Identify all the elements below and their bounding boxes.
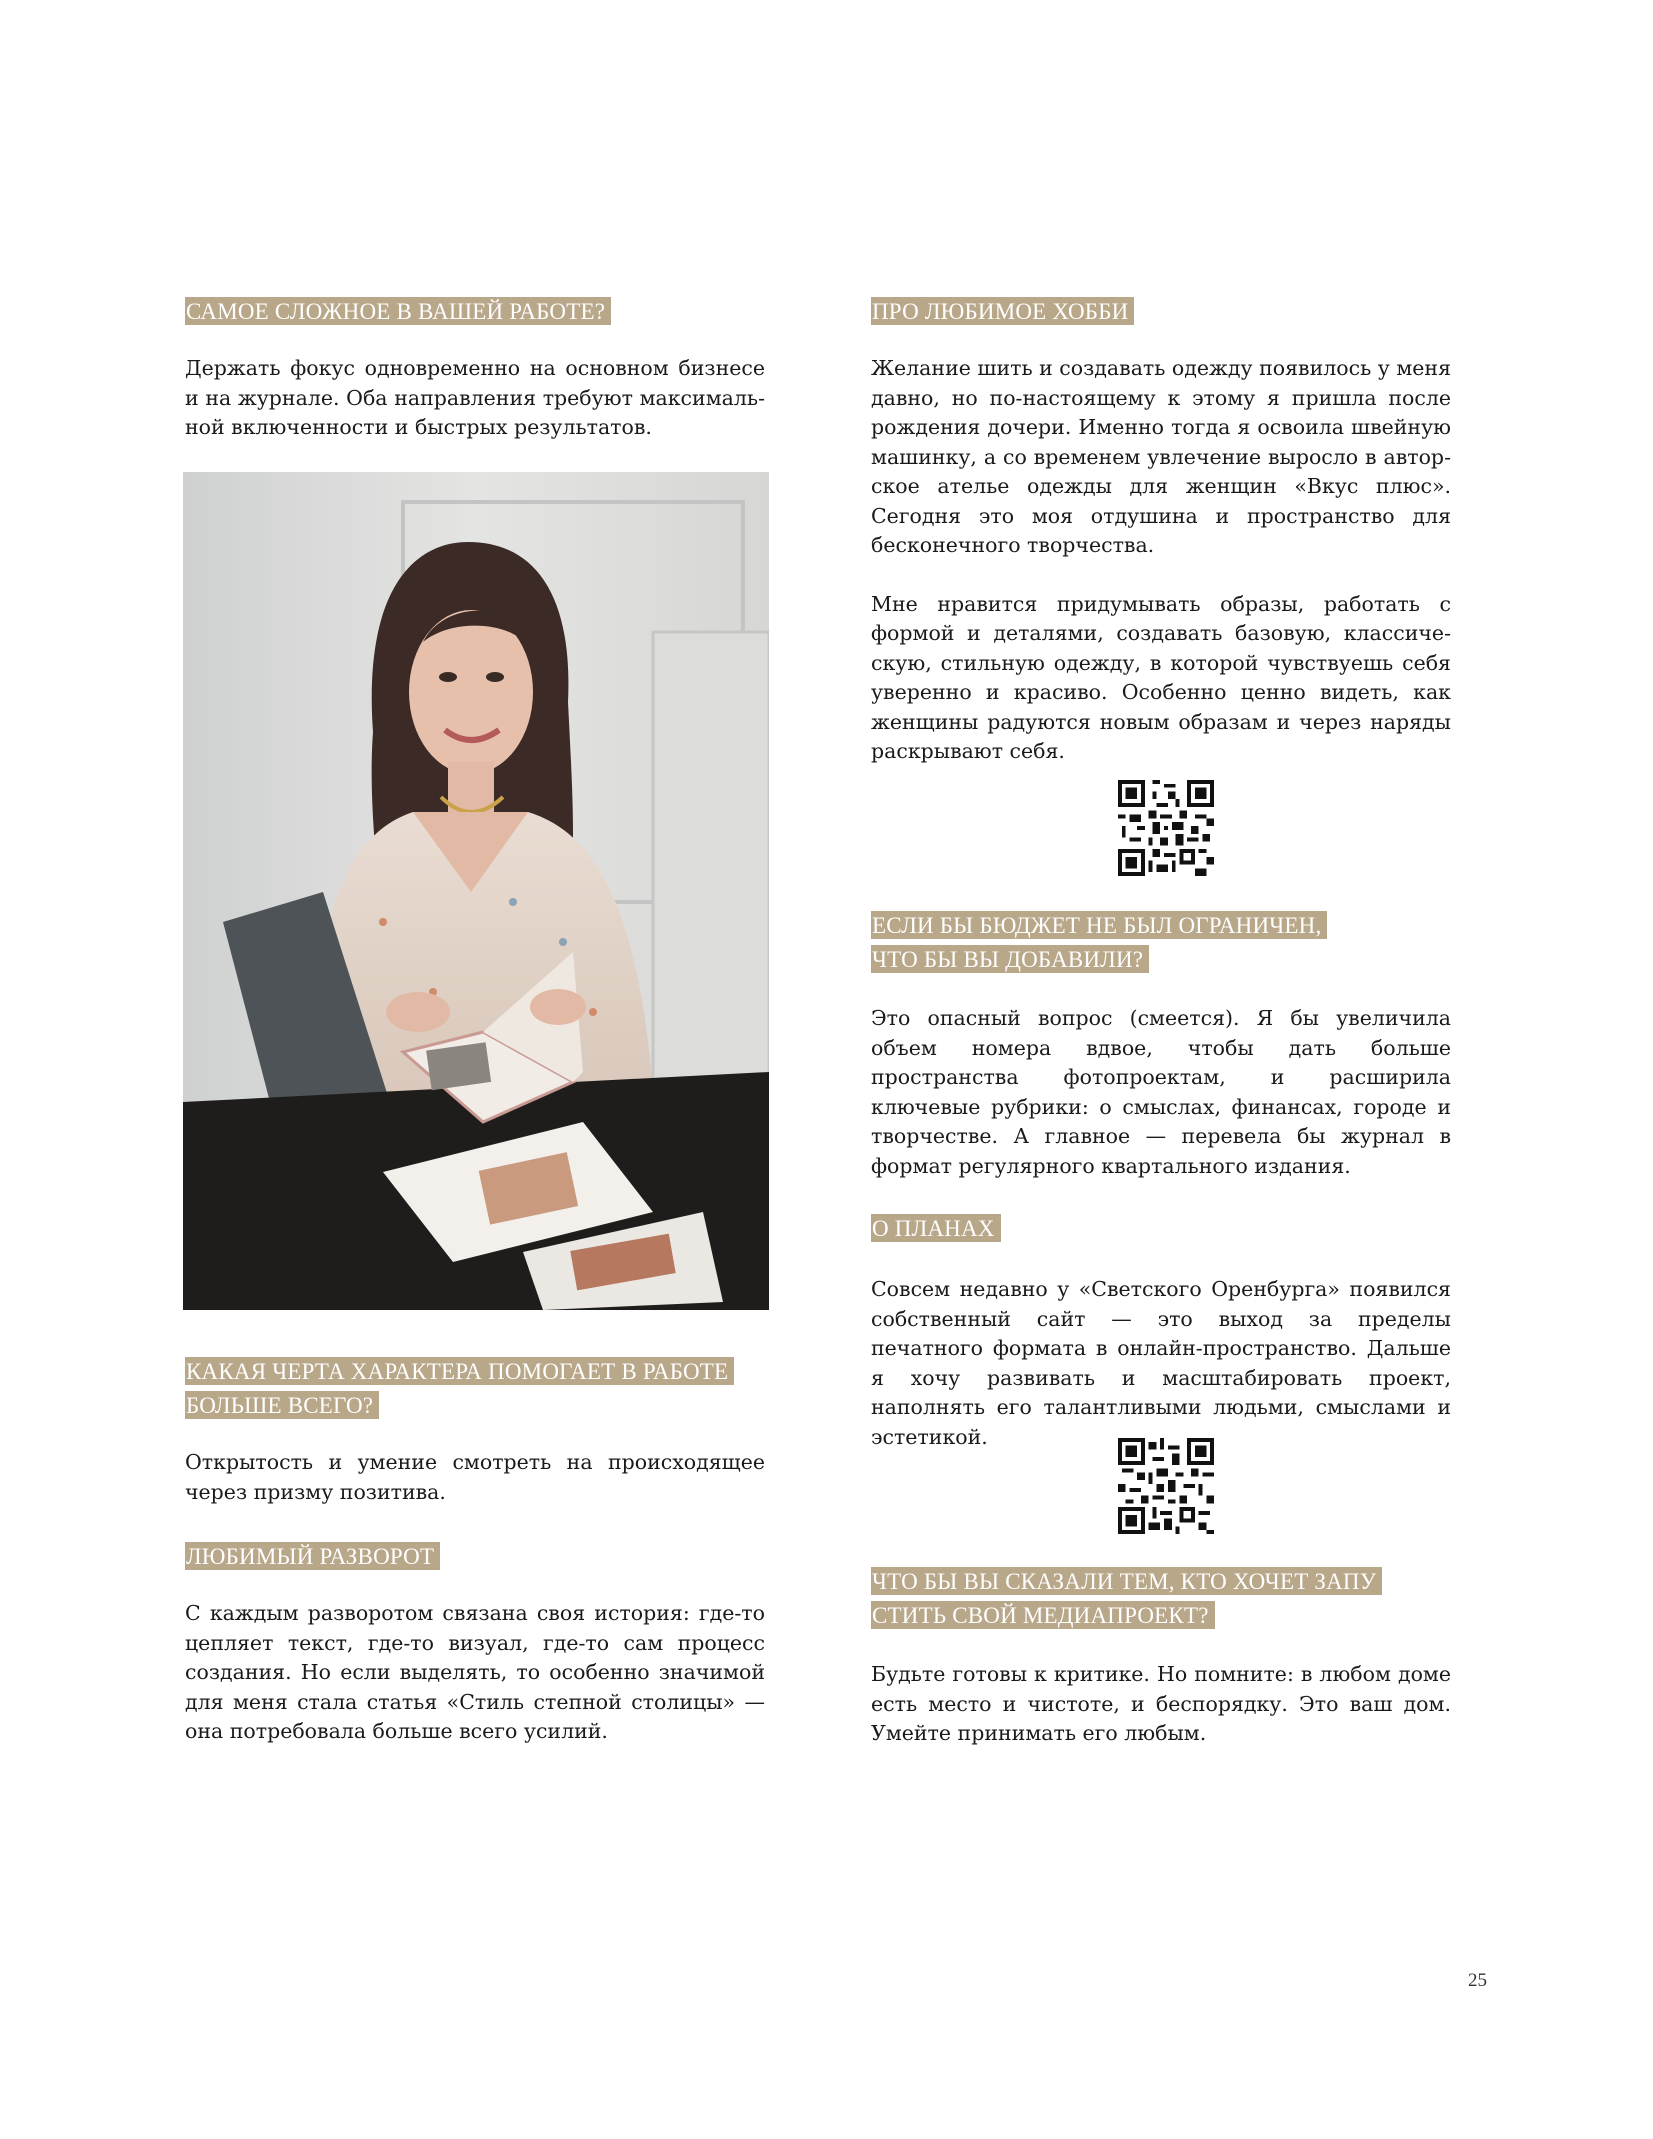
qr-code-icon[interactable]	[1118, 1438, 1214, 1534]
section-heading	[185, 1541, 765, 1575]
heading-character-trait: КАКАЯ ЧЕРТА ХАРАКТЕРА ПОМОГАЕТ В РАБОТЕ БОЛЬШЕ ВСЕГО?	[185, 1357, 734, 1419]
right-column-middle	[871, 910, 1451, 1452]
section-heading	[185, 1356, 765, 1424]
section-heading	[871, 910, 1451, 978]
section-heading	[871, 1213, 1451, 1247]
paragraph-budget: Это опасный вопрос (смеется). Я бы увеличила объем номера вдвое, чтобы дать больше пространства фотопроектам, и расширила ключевые рубрики: о смыслах, финансах, городе и творчестве. А главное — перевела бы журнал в формат регулярного квартального издания.	[871, 1006, 1451, 1178]
right-column-lower	[871, 1566, 1451, 1749]
paragraph-plans: Совсем недавно у «Светского Оренбурга» появился собственный сайт — это выход за пределы печатного формата в онлайн-пространство. Дальше я хочу развивать и масштабировать проект, наполнять его талантливыми людьми, смыслами и эстетикой.	[871, 1277, 1451, 1449]
section-heading	[871, 296, 1451, 330]
paragraph-hobby-2: Мне нравится придумывать образы, работать с формой и деталями, создавать базовую, классическую, стильную одежду, в которой чувствуешь себя уверенно и красиво. Особенно ценно видеть, как женщины радуются новым образам и через наряды раскрывают себя.	[871, 591, 1451, 763]
page-number: 25	[1468, 1970, 1487, 1991]
left-column-lower	[185, 1356, 765, 1747]
heading-hardest-part: САМОЕ СЛОЖНОЕ В ВАШЕЙ РАБОТЕ?	[185, 297, 611, 325]
heading-plans: О ПЛАНАХ	[871, 1214, 1001, 1242]
section-heading	[871, 1566, 1451, 1634]
paragraph-character-trait: Открытость и умение смотреть на происходящее через призму позитива.	[185, 1450, 765, 1504]
left-column	[185, 296, 765, 443]
right-column	[871, 296, 1451, 767]
heading-budget: ЕСЛИ БЫ БЮДЖЕТ НЕ БЫЛ ОГРАНИЧЕН, ЧТО БЫ ВЫ ДОБАВИЛИ?	[871, 911, 1327, 973]
heading-favorite-spread: ЛЮБИМЫЙ РАЗВОРОТ	[185, 1542, 440, 1570]
heading-advice: ЧТО БЫ ВЫ СКАЗАЛИ ТЕМ, КТО ХОЧЕТ ЗАПУ СТИТЬ СВОЙ МЕДИАПРОЕКТ?	[871, 1567, 1382, 1629]
qr-code-icon[interactable]	[1118, 780, 1214, 876]
portrait-photo	[183, 472, 769, 1310]
paragraph-hardest-part: Держать фокус одновременно на основном бизнесе и на журнале. Оба направления требуют максимальной включенности и быстрых результатов.	[185, 356, 765, 439]
heading-hobby: ПРО ЛЮБИМОЕ ХОББИ	[871, 297, 1134, 325]
paragraph-favorite-spread: С каждым разворотом связана своя история: где-то цепляет текст, где-то визуал, где-то сам процесс создания. Но если выделять, то особенно значимой для меня стала статья «Стиль степной столицы» — она потребовала больше всего усилий.	[185, 1601, 765, 1743]
paragraph-advice: Будьте готовы к критике. Но помните: в любом доме есть место и чистоте, и беспорядку. Это ваш дом. Умейте принимать его любым.	[871, 1662, 1451, 1745]
section-heading	[185, 296, 765, 330]
paragraph-hobby-1: Желание шить и создавать одежду появилось у меня давно, но по-настоящему к этому я пришла после рождения дочери. Именно тогда я освоила швейную машинку, а со временем увлечение выросло в авторское ателье одежды для женщин «Вкус плюс». Сегодня это моя отдушина и пространство для бесконечного творчества.	[871, 356, 1452, 557]
